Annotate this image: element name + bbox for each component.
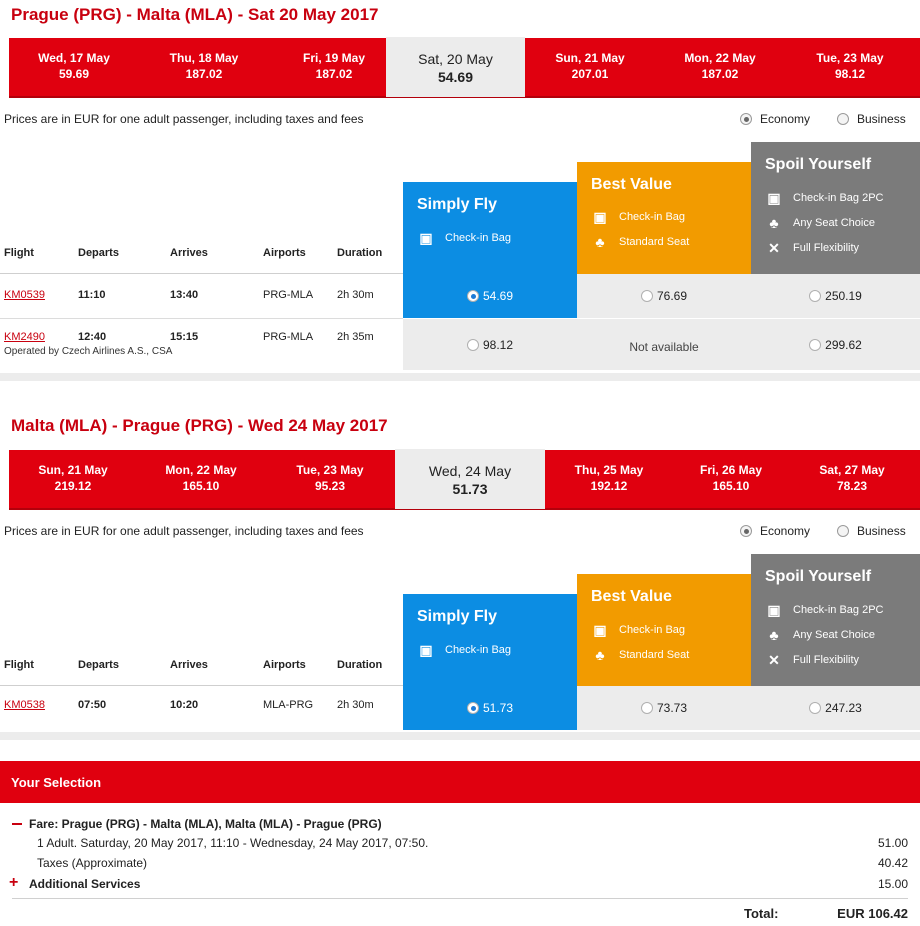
seat-choice-icon: ♣ <box>769 627 779 643</box>
bag-icon: ▣ <box>593 209 607 225</box>
airports: PRG-MLA <box>263 289 314 301</box>
date-option[interactable]: Sun, 21 May 207.01 <box>555 51 625 81</box>
departure-time: 11:10 <box>78 289 106 301</box>
duration: 2h 30m <box>337 289 374 301</box>
date-option[interactable]: Thu, 18 May 187.02 <box>169 51 239 81</box>
operated-by: Operated by Czech Airlines A.S., CSA <box>4 346 173 357</box>
fare-radio[interactable] <box>641 290 653 302</box>
fare-radio[interactable] <box>467 702 479 714</box>
date-option-selected[interactable]: Sat, 20 May 54.69 <box>386 37 525 97</box>
outbound-route-title: Prague (PRG) - Malta (MLA) - Sat 20 May 2017 <box>11 5 379 24</box>
fare-option-simply-fly[interactable]: 54.69 <box>403 274 577 318</box>
col-departs: Departs <box>78 659 119 671</box>
fare-option-spoil-yourself[interactable]: 299.62 <box>751 319 920 370</box>
arrival-time: 13:40 <box>170 289 199 301</box>
arrival-time: 10:20 <box>170 699 199 711</box>
col-airports: Airports <box>263 659 306 671</box>
arrival-time: 15:15 <box>170 331 199 343</box>
fare-feature: ♣ Any Seat Choice <box>765 627 875 643</box>
col-arrives: Arrives <box>170 247 208 259</box>
fare-radio[interactable] <box>641 702 653 714</box>
section-divider <box>0 732 920 740</box>
cabin-economy-option[interactable]: Economy <box>740 524 810 538</box>
cabin-business-option[interactable]: Business <box>837 524 906 538</box>
bag-icon: ▣ <box>767 602 781 618</box>
economy-radio[interactable] <box>740 113 752 125</box>
additional-services-value: 15.00 <box>877 877 908 891</box>
adult-line: 1 Adult. Saturday, 20 May 2017, 11:10 - Wednesday, 24 May 2017, 07:50. <box>37 836 429 850</box>
date-option[interactable]: Sun, 21 May 219.12 <box>38 463 108 493</box>
fare-title: Simply Fly <box>417 196 498 213</box>
economy-radio[interactable] <box>740 525 752 537</box>
col-departs: Departs <box>78 247 119 259</box>
fare-feature: ✕ Full Flexibility <box>765 652 859 668</box>
date-option[interactable]: Fri, 19 May 187.02 <box>302 51 366 81</box>
taxes-value: 40.42 <box>877 856 908 870</box>
fare-simply-fly-header <box>403 594 577 686</box>
flight-row <box>0 319 920 370</box>
fare-feature: ▣ Check-in Bag <box>591 209 685 225</box>
date-option-selected[interactable]: Wed, 24 May 51.73 <box>395 449 545 509</box>
business-radio[interactable] <box>837 113 849 125</box>
fare-title: Simply Fly <box>417 608 498 625</box>
fare-feature: ▣ Check-in Bag 2PC <box>765 190 884 206</box>
price-note: Prices are in EUR for one adult passenger, including taxes and fees <box>4 112 364 126</box>
date-option[interactable]: Wed, 17 May 59.69 <box>38 51 110 81</box>
fare-radio[interactable] <box>809 339 821 351</box>
flight-number-link[interactable]: KM0539 <box>4 289 45 301</box>
total-label: Total: <box>744 906 779 921</box>
date-option[interactable]: Sat, 27 May 78.23 <box>819 463 885 493</box>
date-option[interactable]: Tue, 23 May 98.12 <box>816 51 884 81</box>
fare-feature: ♣ Any Seat Choice <box>765 215 875 231</box>
date-option[interactable]: Mon, 22 May 165.10 <box>165 463 237 493</box>
bag-icon: ▣ <box>419 230 433 246</box>
flight-row <box>0 274 920 318</box>
col-flight: Flight <box>4 247 34 259</box>
fare-feature: ▣ Check-in Bag <box>417 230 511 246</box>
fare-feature: ▣ Check-in Bag 2PC <box>765 602 884 618</box>
bag-icon: ▣ <box>419 642 433 658</box>
seat-icon: ♣ <box>595 647 605 663</box>
col-duration: Duration <box>337 247 383 259</box>
outbound-date-bar <box>9 38 920 98</box>
taxes-label: Taxes (Approximate) <box>37 856 148 870</box>
cabin-economy-option[interactable]: Economy <box>740 112 810 126</box>
cabin-business-option[interactable]: Business <box>837 112 906 126</box>
date-option[interactable]: Mon, 22 May 187.02 <box>684 51 756 81</box>
departure-time: 07:50 <box>78 699 107 711</box>
col-arrives: Arrives <box>170 659 208 671</box>
fare-option-simply-fly[interactable]: 98.12 <box>403 319 577 370</box>
fare-title: Best Value <box>591 588 672 605</box>
fare-best-value-header <box>577 574 751 686</box>
col-airports: Airports <box>263 247 306 259</box>
fare-title: Best Value <box>591 176 672 193</box>
fare-option-spoil-yourself[interactable]: 247.23 <box>751 686 920 730</box>
date-option[interactable]: Fri, 26 May 165.10 <box>699 463 763 493</box>
flight-row <box>0 686 920 730</box>
price-note: Prices are in EUR for one adult passenger, including taxes and fees <box>4 524 364 538</box>
duration: 2h 35m <box>337 331 374 343</box>
fare-feature: ▣ Check-in Bag <box>591 622 685 638</box>
fare-simply-fly-header <box>403 182 577 274</box>
duration: 2h 30m <box>337 699 374 711</box>
fare-feature: ♣ Standard Seat <box>591 647 689 663</box>
fare-unavailable: Not available <box>577 319 751 370</box>
fare-option-spoil-yourself[interactable]: 250.19 <box>751 274 920 318</box>
fare-spoil-yourself-header <box>751 554 920 686</box>
fare-feature: ▣ Check-in Bag <box>417 642 511 658</box>
fare-radio[interactable] <box>809 290 821 302</box>
seat-choice-icon: ♣ <box>769 215 779 231</box>
collapse-icon[interactable] <box>12 823 22 825</box>
business-radio[interactable] <box>837 525 849 537</box>
flight-number-link[interactable]: KM2490 <box>4 331 45 343</box>
fare-radio[interactable] <box>467 339 479 351</box>
additional-services-label[interactable]: Additional Services <box>29 877 141 891</box>
shuffle-icon: ✕ <box>768 652 780 668</box>
col-flight: Flight <box>4 659 34 671</box>
fare-title: Spoil Yourself <box>765 156 872 173</box>
col-duration: Duration <box>337 659 383 671</box>
bag-icon: ▣ <box>593 622 607 638</box>
fare-radio[interactable] <box>467 290 479 302</box>
fare-spoil-yourself-header <box>751 142 920 274</box>
inbound-date-bar <box>9 450 920 510</box>
fare-option-simply-fly[interactable]: 51.73 <box>403 686 577 730</box>
fare-option-best-value[interactable]: 76.69 <box>577 274 751 318</box>
expand-icon[interactable]: + <box>9 874 19 891</box>
airports: MLA-PRG <box>263 699 314 711</box>
airports: PRG-MLA <box>263 331 314 343</box>
total-value: EUR 106.42 <box>837 906 908 921</box>
adult-value: 51.00 <box>877 836 908 850</box>
your-selection-header: Your Selection <box>0 761 920 803</box>
date-option[interactable]: Thu, 25 May 192.12 <box>574 463 644 493</box>
bag-icon: ▣ <box>767 190 781 206</box>
fare-title: Spoil Yourself <box>765 568 872 585</box>
fare-radio[interactable] <box>809 702 821 714</box>
fare-option-best-value[interactable]: 73.73 <box>577 686 751 730</box>
seat-icon: ♣ <box>595 234 605 250</box>
fare-feature: ♣ Standard Seat <box>591 234 689 250</box>
fare-feature: ✕ Full Flexibility <box>765 240 859 256</box>
section-divider <box>0 373 920 381</box>
departure-time: 12:40 <box>78 331 107 343</box>
date-option[interactable]: Tue, 23 May 95.23 <box>296 463 364 493</box>
fare-best-value-header <box>577 162 751 274</box>
shuffle-icon: ✕ <box>768 240 780 256</box>
divider <box>12 898 908 899</box>
fare-summary-label: Fare: Prague (PRG) - Malta (MLA), Malta (MLA) - Prague (PRG) <box>29 817 382 831</box>
inbound-route-title: Malta (MLA) - Prague (PRG) - Wed 24 May 2017 <box>11 416 388 435</box>
flight-number-link[interactable]: KM0538 <box>4 699 45 711</box>
